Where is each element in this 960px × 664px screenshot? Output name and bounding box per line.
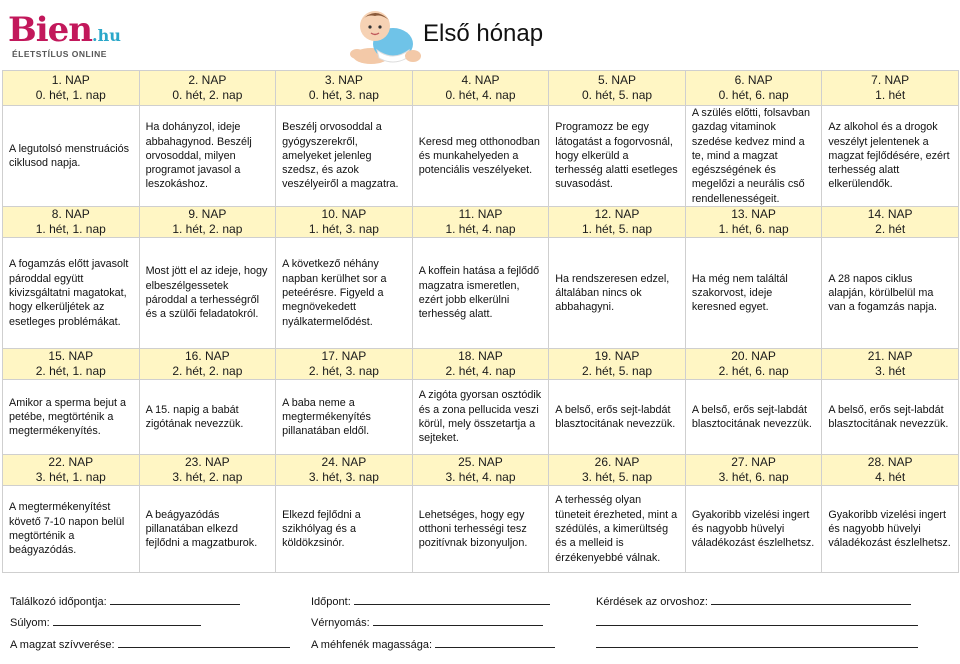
day-tip-text: A fogamzás előtt javasolt pároddal együtt kivizsgáltatni magatokat, hogy elkerüljétek az esetleges problémákat. xyxy=(9,258,129,328)
week-text-row xyxy=(3,238,959,349)
day-number: 9. NAP xyxy=(188,207,227,222)
day-tip-cell xyxy=(822,106,959,207)
day-header-cell xyxy=(549,455,686,486)
day-header-cell xyxy=(3,71,140,106)
day-header-cell xyxy=(276,207,413,238)
day-tip-text: A beágyazódás pillanatában elkezd fejlődni a magzatburok. xyxy=(145,508,258,550)
day-tip-text: A szülés előtti, folsavban gazdag vitaminok szedése kedvez mind a te, mind a magzat egészségének és megelőzi a neurális cső rendellenességeit. xyxy=(691,107,811,205)
day-tip-cell xyxy=(685,106,822,207)
day-number: 18. NAP xyxy=(458,349,503,364)
day-week-label: 1. hét, 4. nap xyxy=(445,222,516,237)
day-week-label: 1. hét, 6. nap xyxy=(718,222,789,237)
day-header-cell xyxy=(276,71,413,106)
day-header-cell xyxy=(412,71,549,106)
heartbeat-label: A magzat szívverése: xyxy=(10,639,115,651)
day-week-label: 0. hét, 6. nap xyxy=(718,88,789,102)
day-tip-cell xyxy=(3,380,140,455)
day-week-label: 4. hét xyxy=(875,470,906,485)
day-tip-cell xyxy=(549,106,686,207)
day-number: 4. NAP xyxy=(461,73,500,87)
day-number: 12. NAP xyxy=(594,207,640,222)
baby-icon xyxy=(345,6,425,68)
questions-field-3[interactable] xyxy=(596,637,918,648)
logo-wordmark: Bien.hu xyxy=(8,10,121,50)
day-number: 3. NAP xyxy=(324,73,363,87)
day-tip-cell xyxy=(549,486,686,573)
day-number: 25. NAP xyxy=(458,455,503,470)
day-header-cell xyxy=(139,349,276,380)
day-header-cell xyxy=(685,349,822,380)
day-week-label: 0. hét, 4. nap xyxy=(445,88,516,102)
day-tip-cell xyxy=(822,238,959,349)
day-tip-cell xyxy=(276,486,413,573)
day-number: 21. NAP xyxy=(867,349,913,364)
day-tip-text: A belső, erős sejt-labdát blasztocitának nevezzük. xyxy=(828,403,949,431)
day-header-cell xyxy=(3,207,140,238)
day-number: 16. NAP xyxy=(184,349,230,364)
fundal-height-field[interactable] xyxy=(435,637,555,648)
day-tip-text: A 15. napig a babát zigótának nevezzük. xyxy=(145,403,244,431)
bloodpressure-label: Vérnyomás: xyxy=(311,617,370,629)
day-week-label: 2. hét, 6. nap xyxy=(718,364,789,379)
time-field[interactable] xyxy=(354,594,550,605)
day-number: 1. NAP xyxy=(51,73,90,87)
day-number: 5. NAP xyxy=(598,73,637,87)
day-header-cell xyxy=(549,71,686,106)
logo-tagline: ÉLETSTÍLUS ONLINE xyxy=(12,49,107,59)
day-week-label: 0. hét, 1. nap xyxy=(35,88,106,102)
day-tip-cell xyxy=(685,380,822,455)
day-number: 17. NAP xyxy=(321,349,367,364)
day-number: 28. NAP xyxy=(867,455,913,470)
day-header-cell xyxy=(549,207,686,238)
page-header xyxy=(0,0,960,66)
day-tip-cell xyxy=(139,238,276,349)
day-header-cell xyxy=(822,349,959,380)
day-week-label: 3. hét, 3. nap xyxy=(308,470,379,485)
week-header-row xyxy=(3,207,959,238)
day-header-cell xyxy=(549,349,686,380)
day-number: 20. NAP xyxy=(731,349,776,364)
week-text-row xyxy=(3,486,959,573)
day-header-cell xyxy=(822,455,959,486)
day-tip-cell xyxy=(276,238,413,349)
fundal-height-line[interactable] xyxy=(311,637,555,651)
day-week-label: 2. hét, 1. nap xyxy=(35,364,106,379)
day-week-label: 1. hét, 5. nap xyxy=(582,222,653,237)
day-tip-cell xyxy=(412,238,549,349)
heartbeat-line[interactable] xyxy=(10,637,290,651)
day-tip-text: A 28 napos ciklus alapján, körülbelül ma van a fogamzás napja. xyxy=(828,272,938,314)
heartbeat-field[interactable] xyxy=(118,637,290,648)
day-tip-text: Lehetséges, hogy egy otthoni terhességi tesz pozitívnak bizonyuljon. xyxy=(418,508,528,550)
day-header-cell xyxy=(685,71,822,106)
day-number: 26. NAP xyxy=(594,455,640,470)
day-tip-cell xyxy=(822,486,959,573)
day-week-label: 3. hét, 4. nap xyxy=(445,470,516,485)
fundal-height-label: A méhfenék magassága: xyxy=(311,639,433,651)
day-tip-text: Ha dohányzol, ideje abbahagynod. Beszélj orvosoddal, milyen programot javasol a leszokáshoz. xyxy=(145,121,252,191)
day-week-label: 2. hét, 5. nap xyxy=(582,364,653,379)
day-week-label: 3. hét xyxy=(875,364,906,379)
day-tip-text: Ha rendszeresen edzel, általában nincs ok abbahagyni. xyxy=(555,272,670,314)
day-number: 23. NAP xyxy=(184,455,230,470)
day-number: 15. NAP xyxy=(48,349,94,364)
day-number: 10. NAP xyxy=(321,207,367,222)
day-week-label: 0. hét, 2. nap xyxy=(172,88,243,102)
calendar-grid xyxy=(2,70,959,573)
day-header-cell xyxy=(822,71,959,106)
day-number: 19. NAP xyxy=(594,349,640,364)
day-number: 22. NAP xyxy=(48,455,94,470)
day-week-label: 2. hét, 3. nap xyxy=(308,364,379,379)
week-header-row xyxy=(3,71,959,106)
day-tip-cell xyxy=(412,380,549,455)
day-header-cell xyxy=(276,455,413,486)
time-line[interactable] xyxy=(311,594,550,608)
day-tip-cell xyxy=(139,380,276,455)
day-week-label: 3. hét, 5. nap xyxy=(582,470,653,485)
day-tip-text: A megtermékenyítést követő 7-10 napon belül megtörténik a beágyazódás. xyxy=(9,501,125,557)
day-tip-text: Az alkohol és a drogok veszélyt jelentenek a magzat fejlődésére, ezért terhesség alatt elkerülendők. xyxy=(828,121,950,191)
day-tip-text: A következő néhány napban kerülhet sor a peteérésre. Figyeld a megnövekedett nyálkatermelődést. xyxy=(282,258,387,328)
day-tip-cell xyxy=(3,486,140,573)
day-header-cell xyxy=(3,349,140,380)
appointment-date-line[interactable] xyxy=(10,594,240,608)
day-tip-text: A koffein hatása a fejlődő magzatra ismeretlen, ezért jobb elkerülni terhesség alatt. xyxy=(418,265,540,321)
day-week-label: 2. hét xyxy=(875,222,906,237)
day-tip-text: Most jött el az ideje, hogy elbeszélgessetek pároddal a terhességről és a szülői feladatokról. xyxy=(145,265,268,321)
day-tip-text: A terhesség olyan tüneteit érezheted, mint a szédülés, a kimerültség és a melleid is érzékenyebbé válnak. xyxy=(555,494,678,564)
time-label: Időpont: xyxy=(311,596,351,608)
day-tip-cell xyxy=(549,238,686,349)
day-week-label: 3. hét, 1. nap xyxy=(35,470,106,485)
page-title: Első hónap xyxy=(423,20,544,47)
questions-field-2[interactable] xyxy=(596,615,918,626)
day-header-cell xyxy=(276,349,413,380)
weight-field[interactable] xyxy=(53,615,201,626)
week-text-row xyxy=(3,380,959,455)
day-header-cell xyxy=(822,207,959,238)
day-week-label: 3. hét, 2. nap xyxy=(172,470,243,485)
day-tip-cell xyxy=(822,380,959,455)
day-week-label: 2. hét, 2. nap xyxy=(172,364,243,379)
day-tip-cell xyxy=(685,238,822,349)
day-tip-text: Beszélj orvosoddal a gyógyszerekről, amelyeket jelenleg szedsz, és azok veszélyeiről a magzatra. xyxy=(282,121,399,191)
day-number: 14. NAP xyxy=(867,207,913,222)
bien-logo xyxy=(8,12,128,66)
week-header-row xyxy=(3,349,959,380)
day-tip-cell xyxy=(276,380,413,455)
day-week-label: 1. hét xyxy=(875,88,906,102)
day-header-cell xyxy=(412,207,549,238)
day-tip-text: Amikor a sperma bejut a petébe, megtörténik a megtermékenyítés. xyxy=(9,396,127,438)
day-tip-text: A zigóta gyorsan osztódik és a zona pellucida veszi körül, mely összetartja a sejteket. xyxy=(418,389,542,445)
bloodpressure-field[interactable] xyxy=(373,615,543,626)
day-tip-text: Programozz be egy látogatást a fogorvosnál, hogy elkerüld a terhesség alatti esetleges suvasodást. xyxy=(555,121,678,191)
day-header-cell xyxy=(685,207,822,238)
day-tip-text: Gyakoribb vizelési ingert és nagyobb hüvelyi váladékozást észlelhetsz. xyxy=(691,508,815,550)
day-number: 24. NAP xyxy=(321,455,367,470)
day-tip-text: A baba neme a megtermékenyítés pillanatában eldől. xyxy=(282,396,371,438)
day-number: 11. NAP xyxy=(458,207,503,222)
day-tip-text: Gyakoribb vizelési ingert és nagyobb hüvelyi váladékozást észlelhetsz. xyxy=(828,508,951,550)
questions-field[interactable] xyxy=(711,594,911,605)
day-tip-text: Keresd meg otthonodban és munkahelyeden a potenciális veszélyeket. xyxy=(418,135,540,177)
day-header-cell xyxy=(412,349,549,380)
day-tip-text: A belső, erős sejt-labdát blasztocitának nevezzük. xyxy=(555,403,676,431)
day-tip-text: A belső, erős sejt-labdát blasztocitának nevezzük. xyxy=(691,403,812,431)
week-text-row xyxy=(3,106,959,207)
day-week-label: 1. hét, 3. nap xyxy=(308,222,379,237)
day-tip-text: Ha még nem találtál szakorvost, ideje keresned egyet. xyxy=(691,272,788,314)
questions-line-2[interactable] xyxy=(596,615,918,629)
appointment-date-label: Találkozó időpontja: xyxy=(10,596,107,608)
weight-label: Súlyom: xyxy=(10,617,50,629)
day-tip-text: A legutolsó menstruációs ciklusod napja. xyxy=(9,142,130,170)
day-number: 6. NAP xyxy=(734,73,773,87)
day-number: 7. NAP xyxy=(871,73,910,87)
day-number: 2. NAP xyxy=(188,73,227,87)
day-week-label: 3. hét, 6. nap xyxy=(718,470,789,485)
questions-line[interactable] xyxy=(596,594,911,608)
day-header-cell xyxy=(412,455,549,486)
day-header-cell xyxy=(3,455,140,486)
day-header-cell xyxy=(139,207,276,238)
day-week-label: 1. hét, 1. nap xyxy=(35,222,106,237)
day-tip-text: Elkezd fejlődni a szikhólyag és a köldökzsinór. xyxy=(282,508,361,550)
day-week-label: 1. hét, 2. nap xyxy=(172,222,243,237)
day-week-label: 0. hét, 5. nap xyxy=(582,88,653,102)
day-tip-cell xyxy=(412,106,549,207)
day-tip-cell xyxy=(3,106,140,207)
day-week-label: 0. hét, 3. nap xyxy=(308,88,379,102)
day-tip-cell xyxy=(549,380,686,455)
day-number: 27. NAP xyxy=(731,455,776,470)
questions-label: Kérdések az orvoshoz: xyxy=(596,596,708,608)
day-header-cell xyxy=(139,455,276,486)
week-header-row xyxy=(3,455,959,486)
day-header-cell xyxy=(139,71,276,106)
day-tip-cell xyxy=(276,106,413,207)
questions-line-3[interactable] xyxy=(596,637,918,651)
day-number: 13. NAP xyxy=(731,207,776,222)
day-tip-cell xyxy=(139,486,276,573)
day-tip-cell xyxy=(139,106,276,207)
appointment-date-field[interactable] xyxy=(110,594,240,605)
day-tip-cell xyxy=(412,486,549,573)
day-number: 8. NAP xyxy=(51,207,90,222)
day-tip-cell xyxy=(3,238,140,349)
day-header-cell xyxy=(685,455,822,486)
bloodpressure-line[interactable] xyxy=(311,615,543,629)
day-tip-cell xyxy=(685,486,822,573)
weight-line[interactable] xyxy=(10,615,201,629)
day-week-label: 2. hét, 4. nap xyxy=(445,364,516,379)
